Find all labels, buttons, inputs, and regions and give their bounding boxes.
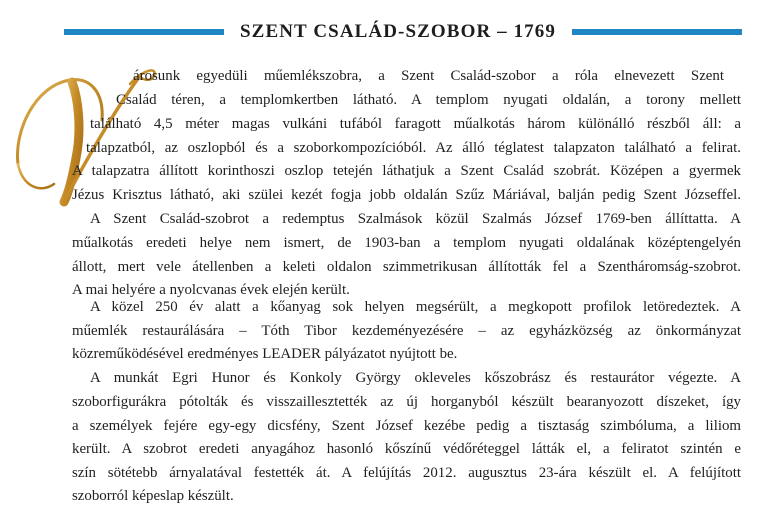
paragraph (0, 297, 773, 365)
header-rule-left (64, 29, 224, 35)
text-line: talapzatból, az oszlopból és a szoborkompozícióból. Az álló téglatest talapzaton található a felirat. (86, 140, 741, 156)
section-header (64, 18, 742, 46)
text-line: a személyek fejére egy-egy dicsfény, Szent József kezébe pedig a tisztaság szimbóluma, a liliom (72, 418, 741, 434)
text-line: található 4,5 méter magas vulkáni tufából faragott műalkotás három különálló részből áll: a (90, 116, 741, 132)
paragraph (0, 66, 773, 203)
paragraph (0, 368, 773, 508)
text-line: szín sötétebb árnyalatával festették át. A felújítás 2012. augusztus 23-ára készült el. A felújított (72, 465, 741, 481)
text-line: A munkát Egri Hunor és Konkoly György okleveles kőszobrász és restaurátor végezte. A (90, 370, 741, 386)
text-line: közreműködésével eredményes LEADER pályázatot nyújtott be. (72, 346, 458, 362)
text-line: A mai helyére a nyolcvanas évek elején került. (72, 282, 350, 298)
text-line: árosunk egyedüli műemlékszobra, a Szent Család-szobor a róla elnevezett Szent (133, 68, 724, 84)
text-line: műalkotás eredeti helye nem ismert, de 1903-ban a templom nyugati oldalának középtengelyén (72, 235, 741, 251)
text-line: A közel 250 év alatt a kőanyag sok helyen megsérült, a megkopott profilok letöredeztek. A (90, 299, 741, 315)
text-line: műemlék restaurálására – Tóth Tibor kezdeményezésére – az egyházközség az önkormányzat (72, 323, 741, 339)
text-line: Család téren, a templomkertben látható. A templom nyugati oldalán, a torony mellett (116, 92, 741, 108)
text-line: került. A szobrot eredeti anyagához hasonló kőszínű védőréteggel látták el, a feliratot szintén e (72, 441, 741, 457)
text-line: A Szent Család-szobrot a redemptus Szalmások közül Szalmás József 1769-ben állíttatta. A (90, 211, 741, 227)
text-line: szoborról képeslap készült. (72, 488, 234, 504)
text-line: A talapzatra állított korinthoszi oszlop tetején láthatjuk a Szent Család szobrát. Középen a gyermek (72, 163, 741, 179)
paragraph (0, 209, 773, 299)
page-title: SZENT CSALÁD-SZOBOR – 1769 (240, 21, 556, 42)
text-line: szoborfigurákra pótolták és visszaillesztették az új horganyból készült bearanyozott díszeket, így (72, 394, 741, 410)
text-line: állott, mert vele átellenben a keleti oldalon szimmetrikusan állították fel a Szentháromság-szobrot. (72, 259, 741, 275)
text-line: Jézus Krisztus látható, aki szülei kezét fogja jobb oldalán Szűz Máriával, balján pedig Szent Józseffel. (72, 187, 741, 203)
header-rule-right (572, 29, 742, 35)
